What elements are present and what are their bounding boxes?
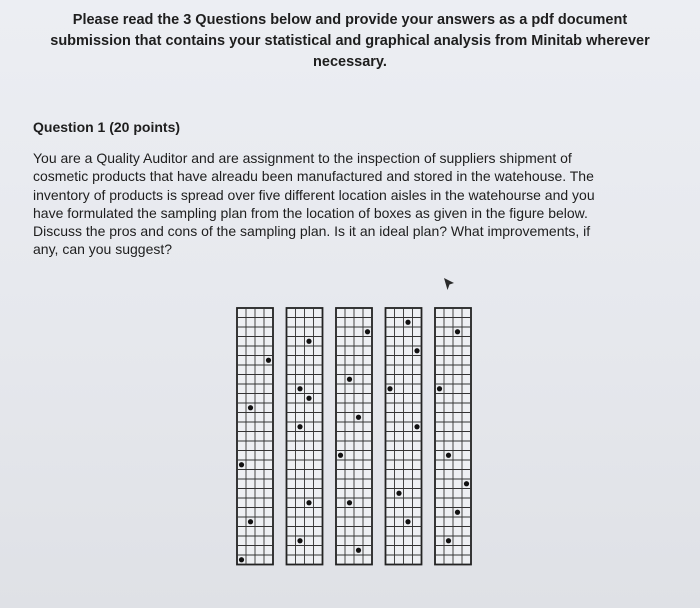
- sampled-box-marker: [405, 519, 410, 524]
- question-line-1: You are a Quality Auditor and are assignment to the inspection of suppliers shipment of: [33, 150, 572, 166]
- sampled-box-marker: [338, 453, 343, 458]
- sampled-box-marker: [387, 386, 392, 391]
- question-line-5: Discuss the pros and cons of the sampling plan. Is it an ideal plan? What improvements, if: [33, 223, 591, 240]
- sampled-box-marker: [414, 348, 419, 353]
- sampled-box-marker: [266, 358, 271, 363]
- sampled-box-marker: [414, 424, 419, 429]
- sampled-box-marker: [306, 500, 311, 505]
- question-line-6: any, can you suggest?: [33, 241, 173, 258]
- aisle-2: [287, 308, 323, 565]
- warehouse-sampling-figure: [235, 302, 475, 574]
- sampled-box-marker: [306, 339, 311, 344]
- sampled-box-marker: [306, 396, 311, 401]
- question-title: Question 1 (20 points): [33, 119, 181, 135]
- sampled-box-marker: [239, 557, 244, 562]
- sampled-box-marker: [437, 386, 442, 391]
- sampled-box-marker: [356, 415, 361, 420]
- sampled-box-marker: [248, 405, 253, 410]
- sampled-box-marker: [297, 424, 302, 429]
- aisle-3: [336, 308, 372, 565]
- sampled-box-marker: [347, 377, 352, 382]
- sampled-box-marker: [239, 462, 244, 467]
- sampled-box-marker: [455, 329, 460, 334]
- sampled-box-marker: [455, 510, 460, 515]
- aisle-5: [435, 308, 471, 565]
- sampled-box-marker: [446, 538, 451, 543]
- question-body: [33, 149, 673, 259]
- aisle-1: [237, 308, 273, 565]
- question-line-2: cosmetic products that have alreadu been manufactured and stored in the watehouse. The: [33, 168, 594, 185]
- mouse-cursor-icon: [442, 277, 456, 293]
- question-line-4: have formulated the sampling plan from the location of boxes as given in the figure below.: [33, 204, 588, 221]
- sampled-box-marker: [248, 519, 253, 524]
- sampled-box-marker: [297, 386, 302, 391]
- sampled-box-marker: [396, 491, 401, 496]
- sampled-box-marker: [356, 548, 361, 553]
- question-line-3: inventory of products is spread over five different location aisles in the watehourse and you: [33, 186, 595, 203]
- header-line-1: Please read the 3 Questions below and provide your answers as a pdf document: [72, 12, 628, 28]
- sampled-box-marker: [405, 320, 410, 325]
- instructions-header: [40, 10, 660, 73]
- sampled-box-marker: [297, 538, 302, 543]
- header-line-3: necessary.: [313, 54, 387, 70]
- header-line-2: submission that contains your statistical and graphical analysis from Minitab wherever: [50, 33, 650, 49]
- sampled-box-marker: [446, 453, 451, 458]
- sampled-box-marker: [464, 481, 469, 486]
- sampled-box-marker: [347, 500, 352, 505]
- sampled-box-marker: [365, 329, 370, 334]
- aisle-4: [386, 308, 422, 565]
